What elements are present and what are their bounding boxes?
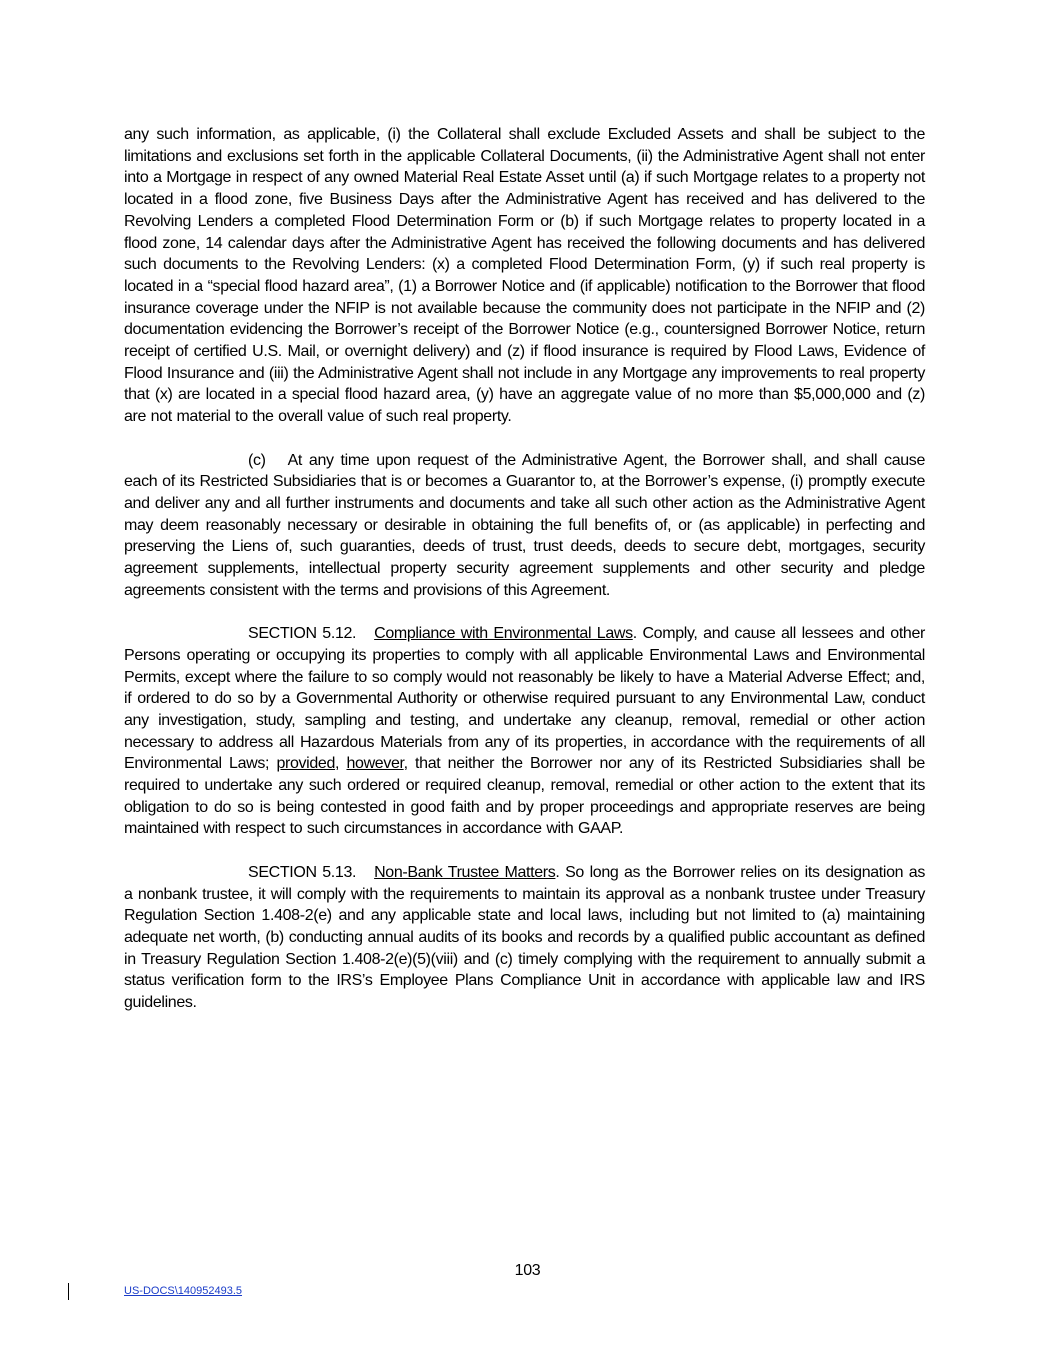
section-title: Compliance with Environmental Laws (374, 625, 633, 643)
paragraph-c-further-assurances (124, 450, 925, 602)
section-text-continued: , that neither the Borrower nor any of its Restricted Subsidiaries shall be required to undertake any such ordered or required cleanup, removal, remedial or other action to the extent that its obligation to do so is being contested in good faith and by proper proceedings and appropriate reserves are being maintained with respect to such circumstances in accordance with GAAP. (124, 755, 925, 838)
paragraph-collateral-exclusions: any such information, as applicable, (i) the Collateral shall exclude Excluded Assets and shall be subject to the limitations and exclusions set forth in the applicable Collateral Documents, (ii) the Administrative Agent shall not enter into a Mortgage in respect of any owned Material Real Estate Asset until (a) if such Mortgage relates to a property not located in a flood zone, five Business Days after the Administrative Agent has received and has delivered to the Revolving Lenders a completed Flood Determination Form or (b) if such Mortgage relates to property located in a flood zone, 14 calendar days after the Administrative Agent has received the following documents and has delivered such documents to the Revolving Lenders: (x) a completed Flood Determination Form, (y) if such real property is located in a “special flood hazard area”, (1) a Borrower Notice and (if applicable) notification to the Borrower that flood insurance coverage under the NFIP is not available because the community does not participate in the NFIP and (2) documentation evidencing the Borrower’s receipt of the Borrower Notice (e.g., countersigned Borrower Notice, return receipt of certified U.S. Mail, or overnight delivery) and (z) if flood insurance is required by Flood Laws, Evidence of Flood Insurance and (iii) the Administrative Agent shall not include in any Mortgage any improvements to real property that (x) are located in a special flood hazard area, (y) have an aggregate value of no more than $5,000,000 and (z) are not material to the overall value of such real property. (124, 126, 925, 426)
section-text: . So long as the Borrower relies on its designation as a nonbank trustee, it will comply with the requirements to maintain its approval as a nonbank trustee under Treasury Regulation Section 1.408-2(e) and any applicable state and local laws, including but not limited to (a) maintaining adequate net worth, (b) conducting annual audits of its books and records by a qualified public accountant as defined in Treasury Regulation Section 1.408-2(e)(5)(viii) and (c) timely complying with the requirement to annually submit a status verification form to the IRS’s Employee Plans Compliance Unit in accordance with applicable law and IRS guidelines. (124, 863, 925, 1012)
section-number: SECTION 5.13. (248, 863, 357, 881)
section-title: Non-Bank Trustee Matters (374, 863, 556, 881)
provided-term: provided (276, 755, 336, 773)
clause-marker: (c) (248, 451, 266, 469)
however-term: however (346, 755, 404, 773)
page-number: 103 (514, 1262, 541, 1279)
document-id-link[interactable]: US-DOCS\140952493.5 (124, 1285, 243, 1297)
section-5-12 (124, 623, 925, 840)
section-5-13 (124, 862, 925, 1014)
section-text: . Comply, and cause all lessees and other Persons operating or occupying its properties to comply with all applicable Environmental Laws and Environmental Permits, except where the failure to so comply would not reasonably be likely to have a Material Adverse Effect; and, if ordered to do so by a Governmental Authority or otherwise required pursuant to any Environmental Law, conduct any investigation, study, sampling and testing, and undertake any cleanup, removal, remedial or other action necessary to address all Hazardous Materials from any of its properties, in accordance with the requirements of all Environmental Laws; (124, 625, 925, 773)
clause-text: At any time upon request of the Administrative Agent, the Borrower shall, and shall cause each of its Restricted Subsidiaries that is or becomes a Guarantor to, at the Borrower’s expense, (i) promptly execute and deliver any and all further instruments and documents and take all such other action as the Administrative Agent may deem reasonably necessary or desirable in obtaining the full benefits of, or (as applicable) in perfecting and preserving the Liens of, such guaranties, deeds of trust, trust deeds, deeds to secure debt, mortgages, security agreement supplements, intellectual property security agreement supplements and other security and pledge agreements consistent with the terms and provisions of this Agreement. (124, 451, 925, 599)
section-number: SECTION 5.12. (248, 625, 357, 643)
document-body (124, 124, 925, 1035)
revision-change-bar (68, 1283, 69, 1300)
separator-text: , (335, 755, 347, 773)
